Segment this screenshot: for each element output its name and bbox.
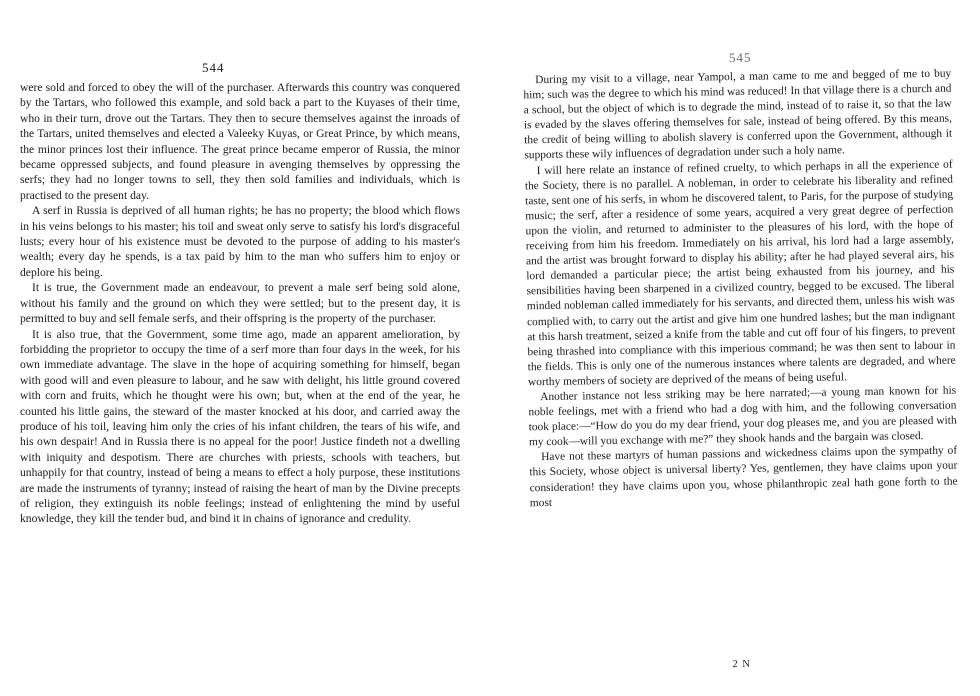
paragraph: were sold and forced to obey the will of the purchaser. Afterwards this country was conquered by the Tartars, who followed this example, and sold back a part to the Kuyases of their time, who in their turn, drove out the Tartars. They then to secure themselves against the inroads of the Tartars, united themselves and elected a Valeeky Kuyas, or Great Prince, by which means, the minor princes lost their influence. The great prince became emperor of Russia, the minor became oppressed subjects, and found pleasure in avenging themselves by oppressing the serfs; they had no longer towns to sell, they then sold families and individuals, which is practised to the present day. bbox=[20, 81, 460, 202]
paragraph: Have not these martyrs of human passions and wickedness claims upon the sympathy of this Society, whose object is universal liberty? Yes, gentlemen, they have claims upon your consideration! they have claims upon you, whose philanthropic zeal hath gone forth to the most bbox=[529, 444, 958, 509]
left-page bbox=[0, 0, 478, 692]
paragraph: Another instance not less striking may be here narrated;—a young man known for his noble feelings, met with a friend who had a dog with him, and the following conversation took place:—“How do you do my dear friend, your dog pleases me, and you are pleased with my cook—will you exchange with me?” they shook hands and the bargain was closed. bbox=[528, 384, 957, 449]
paragraph: It is also true, that the Government, some time ago, made an apparent amelioration, by forbidding the proprietor to occupy the time of a serf more than four days in the week, for his own immediate advantage. The slave in the hope of acquiring something for himself, began with good will and even pleasure to labour, and he saw with delight, his little ground covered with corn and fruits, which he thought were his own; but, when at the end of the year, he counted his little gains, the steward of the master knocked at his door, and carried away the produce of his toil, leaving him only the cries of his infant children, the tears of his wife, and his own despair! And in Russia there is no appeal for the poor! Justice findeth not a dwelling with iniquity and despotism. There are churches with priests, schools with teachers, but unhappily for that country, instead of being a means to effect a holy purpose, these institutions are made the instruments of tyranny; instead of raising the heart of man by the Divine precepts of religion, they extinguish its noble feelings; instead of enlightening the mind by useful knowledge, they kill the tender bud, and bind it in chains of ignorance and credulity. bbox=[20, 327, 460, 526]
page-number-right: 545 bbox=[728, 49, 752, 66]
left-page-text bbox=[20, 80, 460, 527]
paragraph: A serf in Russia is deprived of all human rights; he has no property; the blood which flows in his veins belongs to his master; his toil and sweat only serve to satisfy his lord's disgraceful lusts; every hour of his existence must be devoted to the purpose of adding to his master's wealth; every day he spends, is a tax paid by him to the man who suffers him to enjoy or deplore his being. bbox=[20, 204, 460, 279]
paragraph: During my visit to a village, near Yampol, a man came to me and begged of me to buy him; such was the degree to which his mind was reduced! In that village there is a church and a school, but the object of which is to degrade the mind, instead of to raise it, so that the law is evaded by the slaves offering themselves for sale, instead of being offered. By this means, the credit of being willing to abolish slavery is conferred upon the Government, although it supports these wily influences of degradation under such a holy name. bbox=[523, 67, 953, 162]
right-page bbox=[500, 0, 980, 696]
paragraph: I will here relate an instance of refined cruelty, to which perhaps in all the experience of the Society, there is no parallel. A nobleman, in order to celebrate his liberality and refined taste, sent one of his serfs, in whom he discovered talent, to Paris, for the purpose of studying music; the serf, after a residence of some years, acquired a very great degree of perfection upon the violin, and returned to administer to the pleasures of his lord, with the hope of receiving from him his freedom. Immediately on his arrival, his lord had a large assembly, and the artist was brought forward to display his ability; after he had played several airs, his lord demanded a particular piece; the artist being exhausted from his journey, and his sensibilities having been sharpened in a civilized country, begged to be excused. The liberal minded nobleman called immediately for his servants, and directed them, unless his wish was complied with, to carry out the artist and give him one hundred lashes; but the man indignant at this harsh treatment, seized a knife from the table and cut off four of his fingers, to prevent being thrashed into compliance with this imperious command; he was then sent to labour in the fields. This is only one of the numerous instances where talents are degraded, and where worthy members of society are deprived of the means of being useful. bbox=[524, 158, 956, 389]
right-page-text bbox=[523, 67, 958, 511]
paragraph: It is true, the Government made an endeavour, to prevent a male serf being sold alone, without his family and the ground on which they were settled; but to the present day, it is permitted to buy and sell female serfs, and their offspring is the property of the purchaser. bbox=[20, 281, 460, 326]
signature-mark: 2 N bbox=[732, 658, 751, 671]
page-number-left: 544 bbox=[202, 60, 225, 75]
